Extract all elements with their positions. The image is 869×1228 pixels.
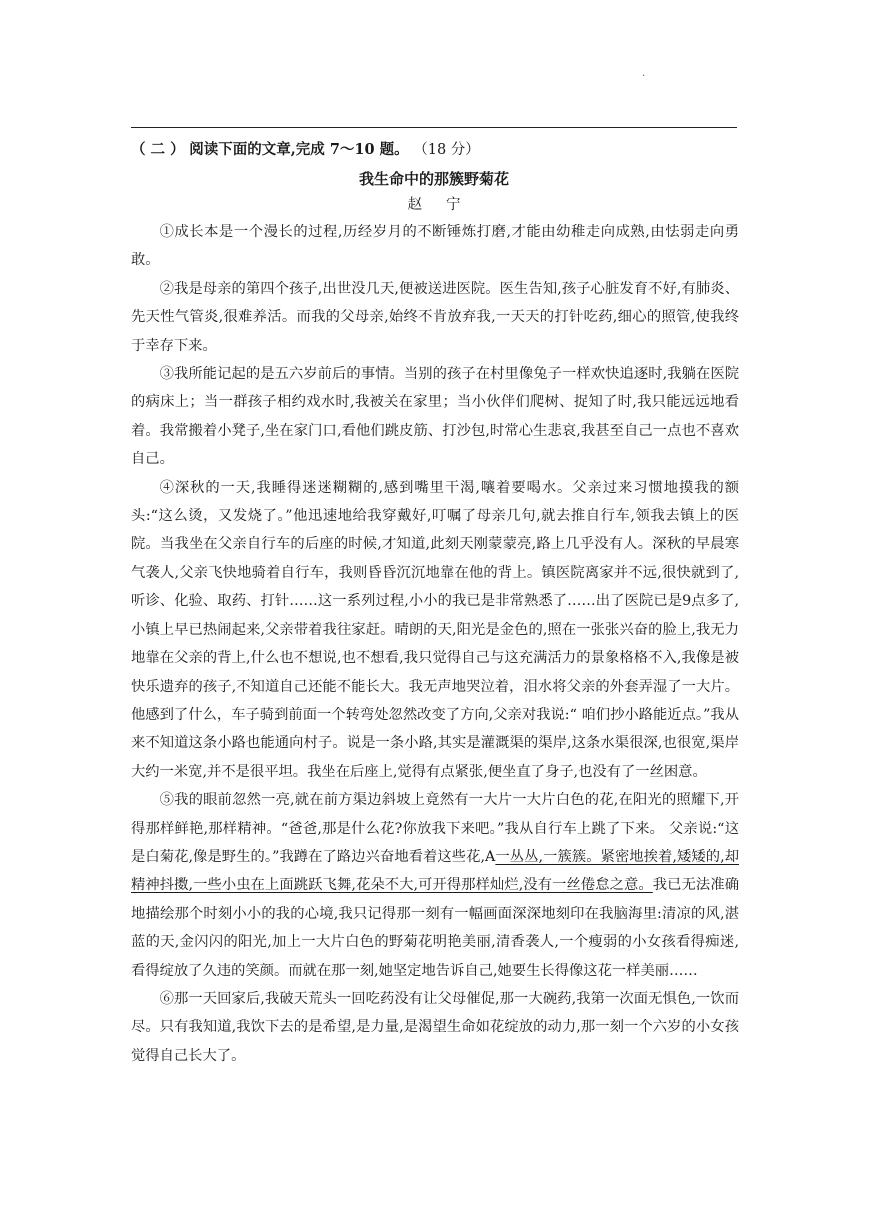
paragraph-3: ③我所能记起的是五六岁前后的事情。当别的孩子在村里像兔子一样欢快追逐时,我躺在医院的病床上；当一群孩子相约戏水时,我被关在家里；当小伙伴们爬树、捉知了时,我只能远远地看着。我常搬着小凳子,坐在家门口,看他们跳皮筋、打沙包,时常心生悲哀,我甚至自己一点也不喜欢自己。 <box>131 366 739 468</box>
paragraph-5-start: ⑤我的眼前忽然一亮,就在前方渠边斜坡上竟然有一大片一大片白色的花,在阳光的照耀下,开得那样鲜艳,那样精神。“爸爸,那是什么花?你放我下来吧。”我从自行车上跳了下来。 父亲说:“这是白菊花,像是野生的。”我蹲在了路边兴奋地看着这些花,A <box>131 792 739 865</box>
paragraph-4: ④深秋的一天,我睡得迷迷糊糊的,感到嘴里干渴,嚷着要喝水。父亲过来习惯地摸我的额头:“这么烫，又发烧了。”他迅速地给我穿戴好,叮嘱了母亲几句,就去推自行车,领我去镇上的医院。当我坐在父亲自行车的后座的时候,才知道,此刻天刚蒙蒙亮,路上几乎没有人。深秋的早晨寒气袭人,父亲飞快地骑着自行车，我则昏昏沉沉地靠在他的背上。镇医院离家并不远,很快就到了,听诊、化验、取药、打针……这一系列过程,小小的我已是非常熟悉了……出了医院已是9点多了,小镇上早已热闹起来,父亲带着我往家赶。晴朗的天,阳光是金色的,照在一张张兴奋的脸上,我无力地靠在父亲的背上,什么也不想说,也不想看,我只觉得自己与这充满活力的景象格格不入,我像是被快乐遗弃的孩子,不知道自己还能不能长大。我无声地哭泣着，泪水将父亲的外套弄湿了一大片。他感到了什么，车子骑到前面一个转弯处忽然改变了方向,父亲对我说:“ 咱们抄小路能近点。”我从来不知道这条小路也能通向村子。说是一条小路,其实是灌溉渠的渠岸,这条水渠很深,也很宽,渠岸大约一米宽,并不是很平坦。我坐在后座上,觉得有点紧张,便坐直了身子,也没有了一丝困意。 <box>131 479 739 780</box>
paragraph-1: ①成长本是一个漫长的过程,历经岁月的不断锤炼打磨,才能由幼稚走向成熟,由怯弱走向勇敢。 <box>131 224 739 269</box>
article-author: 赵宁 <box>407 197 485 213</box>
section-instruction: 阅读下面的文章,完成 7～10 题。 <box>189 141 409 158</box>
paragraph-5-end: 我已无法准确地描绘那个时刻小小的我的心境,我只记得那一刻有一幅画面深深地刻印在我脑海里:清凉的风,湛蓝的天,金闪闪的阳光,加上一大片白色的野菊花明艳美丽,清香袭人,一个瘦弱的小女孩看得痴迷,看得绽放了久违的笑颜。而就在那一刻,她坚定地告诉自己,她要生长得像这花一样美丽…… <box>131 877 739 979</box>
article-body <box>131 218 739 1070</box>
section-points: （18 分） <box>413 142 480 158</box>
paragraph-6: ⑥那一天回家后,我破天荒头一回吃药没有让父母催促,那一大碗药,我第一次面无惧色,一饮而尽。只有我知道,我饮下去的是希望,是力量,是渴望生命如花绽放的动力,那一刻一个六岁的小女孩觉得自己长大了。 <box>131 990 739 1064</box>
header-rule <box>131 127 737 128</box>
article-title: 我生命中的那簇野菊花 <box>358 170 509 188</box>
paragraph-2: ②我是母亲的第四个孩子,出世没几天,便被送进医院。医生告知,孩子心脏发育不好,有肺炎、先天性气管炎,很难养活。而我的父母亲,始终不肯放弃我,一天天的打针吃药,细心的照管,使我终于幸存下来。 <box>131 280 739 354</box>
paragraph-5 <box>131 786 739 985</box>
top-mark: . <box>642 68 646 79</box>
section-number: （ 二 ） <box>131 141 185 158</box>
section-heading <box>131 140 480 160</box>
underlined-passage-a: 一丛丛,一簇簇。紧密地挨着,矮矮的,却精神抖擞,一些小虫在上面跳跃飞舞,花朵不大,可开得那样灿烂,没有一丝倦怠之意。 <box>131 848 739 894</box>
